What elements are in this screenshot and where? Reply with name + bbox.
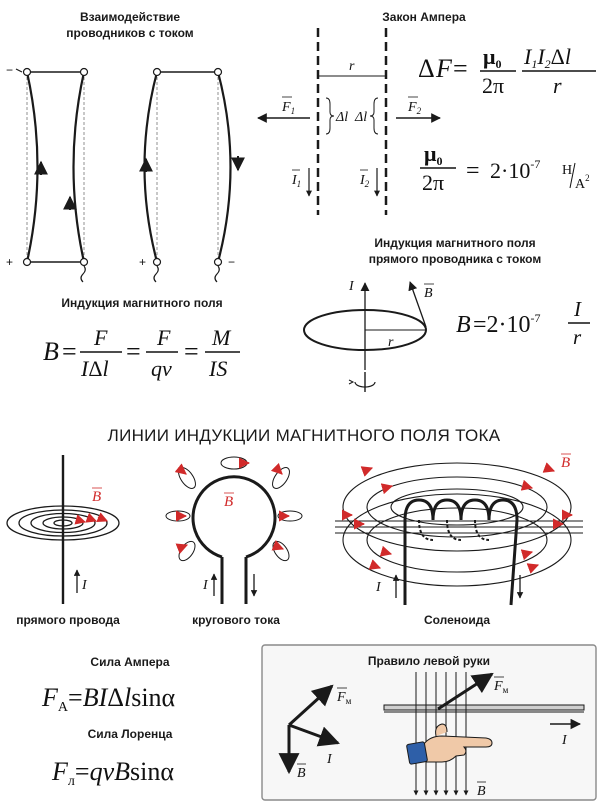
straight-wire-b-label: B bbox=[92, 489, 102, 505]
repelling-conductors-diagram bbox=[139, 69, 238, 283]
ampere-law-section bbox=[258, 10, 596, 215]
svg-text:=: = bbox=[453, 54, 468, 83]
svg-text:А2: $А^2$ bbox=[575, 173, 590, 192]
svg-text:2π: 2π bbox=[422, 170, 445, 195]
svg-text:F: F bbox=[157, 325, 171, 350]
attracting-conductors-diagram bbox=[6, 63, 88, 282]
solenoid-b-label: B bbox=[561, 455, 571, 471]
ampere-force-formula bbox=[41, 683, 176, 715]
circular-current-field-diagram bbox=[166, 457, 302, 627]
current-i2-label: $I_2$ bbox=[360, 173, 370, 189]
svg-text:IS: IS bbox=[209, 356, 228, 381]
svg-text:2π: 2π bbox=[482, 73, 505, 98]
current-i1-label: $I_1$ bbox=[292, 173, 302, 189]
solenoid-caption: Соленоида bbox=[423, 613, 491, 627]
svg-text:IΔl: IΔl bbox=[81, 356, 109, 381]
straight-conductor-diagram bbox=[304, 279, 434, 392]
delta-l-left: Δl bbox=[336, 110, 349, 125]
solenoid-field-diagram bbox=[335, 454, 583, 627]
straight-field-formula bbox=[456, 297, 590, 349]
ampere-force-title: Сила Ампера bbox=[90, 655, 170, 669]
svg-text:Н: Н bbox=[562, 163, 573, 178]
svg-text:=: = bbox=[126, 337, 141, 366]
hand-sleeve bbox=[406, 742, 427, 765]
svg-text:r: r bbox=[553, 73, 562, 98]
minus-terminal-left: − bbox=[6, 63, 14, 77]
interaction-section bbox=[6, 10, 238, 282]
svg-text:F: F bbox=[94, 325, 108, 350]
ampere-law-formula bbox=[418, 44, 596, 98]
svg-text:FА=BIΔlsinα: FА=BIΔlsinα bbox=[42, 683, 176, 715]
field-induction-title: Индукция магнитного поля bbox=[61, 296, 223, 310]
ampere-law-diagram bbox=[258, 28, 443, 215]
svg-text:B: B bbox=[43, 337, 59, 366]
circular-b-label: B bbox=[224, 494, 234, 510]
left-hand-rule-panel bbox=[262, 645, 596, 800]
plus-terminal-right: + bbox=[139, 255, 147, 269]
circular-current-caption: кругового тока bbox=[192, 613, 280, 627]
svg-text:I1I2Δl: I1I2Δl bbox=[524, 44, 571, 71]
forces-section bbox=[41, 655, 176, 789]
svg-text:μ0: μ0 bbox=[483, 44, 502, 71]
circular-i-label: I bbox=[203, 578, 208, 593]
straight-wire-field-diagram bbox=[7, 455, 120, 627]
mu0-formula bbox=[420, 141, 590, 195]
svg-text:2·10-7: $2\cdot 10^{-7}$ bbox=[490, 157, 541, 183]
svg-text:qv: qv bbox=[151, 356, 172, 381]
plus-terminal-left: + bbox=[6, 255, 14, 269]
triad-b-label: B bbox=[297, 766, 306, 781]
radius-r-label: r bbox=[388, 335, 394, 350]
svg-text:=: = bbox=[466, 158, 480, 184]
triad-i-label: I bbox=[327, 752, 332, 767]
svg-text:Fл=qvBsinα: Fл=qvBsinα bbox=[52, 757, 174, 789]
svg-text:I: I bbox=[574, 297, 581, 321]
minus-terminal-right: − bbox=[228, 255, 236, 269]
svg-text:M: M bbox=[212, 325, 231, 350]
svg-text:=2·10-7: $=2\cdot 10^{-7}$ bbox=[473, 311, 541, 338]
field-induction-section bbox=[43, 296, 240, 381]
svg-text:F: F bbox=[436, 54, 452, 83]
straight-conductor-induction-section bbox=[304, 236, 590, 392]
field-induction-formula bbox=[43, 325, 240, 381]
interaction-title-line2: проводников с током bbox=[66, 26, 194, 40]
svg-text:=: = bbox=[184, 337, 199, 366]
hand-b-label: B bbox=[477, 784, 486, 799]
triad-fm-label: $F_м$ bbox=[337, 690, 352, 706]
straight-wire-i-label: I bbox=[82, 578, 87, 593]
svg-text:μ0: μ0 bbox=[424, 141, 443, 168]
svg-text:=: = bbox=[62, 337, 77, 366]
straight-wire-caption: прямого провода bbox=[16, 613, 120, 627]
interaction-title-line1: Взаимодействие bbox=[79, 10, 181, 24]
delta-l-right: Δl bbox=[355, 110, 368, 125]
field-lines-title: ЛИНИИ ИНДУКЦИИ МАГНИТНОГО ПОЛЯ ТОКА bbox=[107, 426, 501, 445]
svg-text:r: r bbox=[573, 325, 582, 349]
lorentz-force-formula bbox=[51, 757, 174, 789]
hand-i-label: I bbox=[562, 733, 567, 748]
current-i-label: I bbox=[349, 279, 354, 294]
ampere-law-title: Закон Ампера bbox=[382, 10, 466, 24]
svg-text:B: B bbox=[456, 312, 471, 338]
hand-fm-label: $F_м$ bbox=[494, 679, 509, 695]
distance-r-label: r bbox=[349, 59, 355, 74]
left-hand-rule-title: Правило левой руки bbox=[367, 654, 491, 668]
straight-conductor-title-line2: прямого проводника с током bbox=[368, 252, 542, 266]
straight-conductor-title-line1: Индукция магнитного поля bbox=[374, 236, 536, 250]
force-f2-label: $F_2$ bbox=[408, 100, 422, 116]
solenoid-i-label: I bbox=[376, 580, 381, 595]
force-f1-label: $F_1$ bbox=[282, 100, 296, 116]
svg-text:Δ: Δ bbox=[418, 54, 435, 83]
field-b-label: B bbox=[424, 286, 433, 301]
lorentz-force-title: Сила Лоренца bbox=[87, 727, 173, 741]
